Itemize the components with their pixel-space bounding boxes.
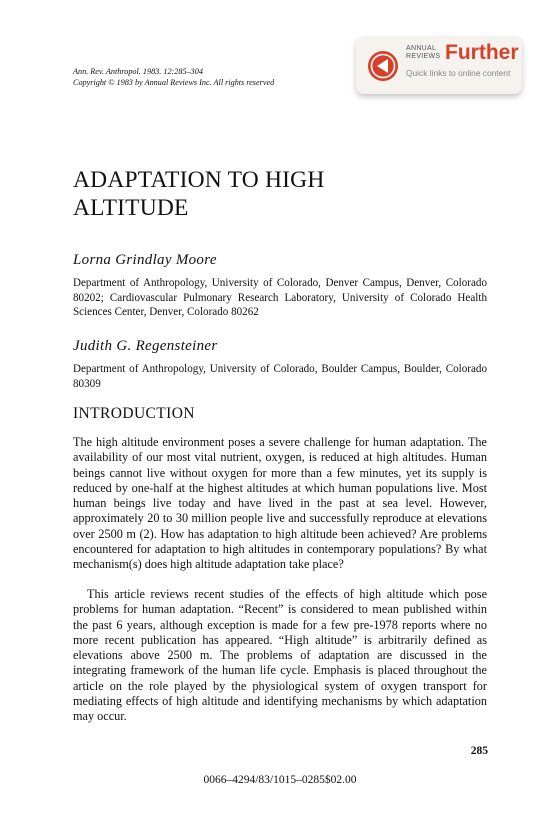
banner-reviews-label: REVIEWS bbox=[406, 53, 441, 60]
banner-annual-label: ANNUAL bbox=[406, 45, 437, 52]
page-number: 285 bbox=[470, 745, 488, 757]
play-arrow-icon bbox=[367, 50, 399, 82]
author-name: Judith G. Regensteiner bbox=[73, 338, 218, 354]
body-paragraph: This article reviews recent studies of the effects of high altitude which pose problems for human adaptation. “Recent” is considered to mean published within the past 6 years, although exception is made for a few pre-1978 reports where no more recent publication has appeared. “High altitude” is arbitrarily defined as elevations above 2500 m. The problems of adaptation are discussed in the integrating framework of the human life cycle. Emphasis is placed throughout the article on the role played by the physiological system of oxygen transport for mediating effects of high altitude and identifying mechanisms by which adaptation may occur. bbox=[73, 587, 487, 724]
author-name: Lorna Grindlay Moore bbox=[73, 252, 217, 268]
article-title bbox=[73, 166, 473, 222]
citation-journal-line: Ann. Rev. Anthropol. 1983. 12:285–304 bbox=[73, 67, 203, 76]
banner-brand-text bbox=[406, 45, 440, 61]
journal-citation bbox=[73, 66, 274, 88]
body-paragraph: The high altitude environment poses a severe challenge for human adaptation. The availability of our most vital nutrient, oxygen, is reduced at high altitudes. Human beings cannot live without oxygen for more than a few minutes, yet its supply is reduced by one-half at the highest altitudes at which human populations live. Most human beings live today and have lived in the past at sea level. However, approximately 20 to 30 million people live and successfully reproduce at elevations over 2500 m (2). How has adaptation to high altitude been achieved? Are problems encountered for adaptation to high altitudes in contemporary populations? By what mechanism(s) does high altitude adaptation take place? bbox=[73, 435, 487, 572]
citation-copyright-line: Copyright © 1983 by Annual Reviews Inc. All rights reserved bbox=[73, 78, 275, 87]
article-title-line-2: ALTITUDE bbox=[73, 195, 189, 221]
banner-further-label: Further bbox=[445, 41, 519, 64]
annual-reviews-further-banner[interactable] bbox=[356, 36, 522, 94]
banner-quick-links-label: Quick links to online content bbox=[406, 68, 511, 78]
section-heading-introduction: INTRODUCTION bbox=[73, 405, 195, 422]
author-affiliation: Department of Anthropology, University of Colorado, Boulder Campus, Boulder, Colorado 80309 bbox=[73, 363, 487, 390]
article-title-line-1: ADAPTATION TO HIGH bbox=[73, 167, 325, 193]
footer-code: 0066–4294/83/1015–0285$02.00 bbox=[203, 774, 357, 786]
author-affiliation: Department of Anthropology, University of Colorado, Denver Campus, Denver, Colorado 80202; Cardiovascular Pulmonary Research Laboratory, University of Colorado Health Sciences Center, Denver, Colorado 80262 bbox=[73, 277, 487, 318]
